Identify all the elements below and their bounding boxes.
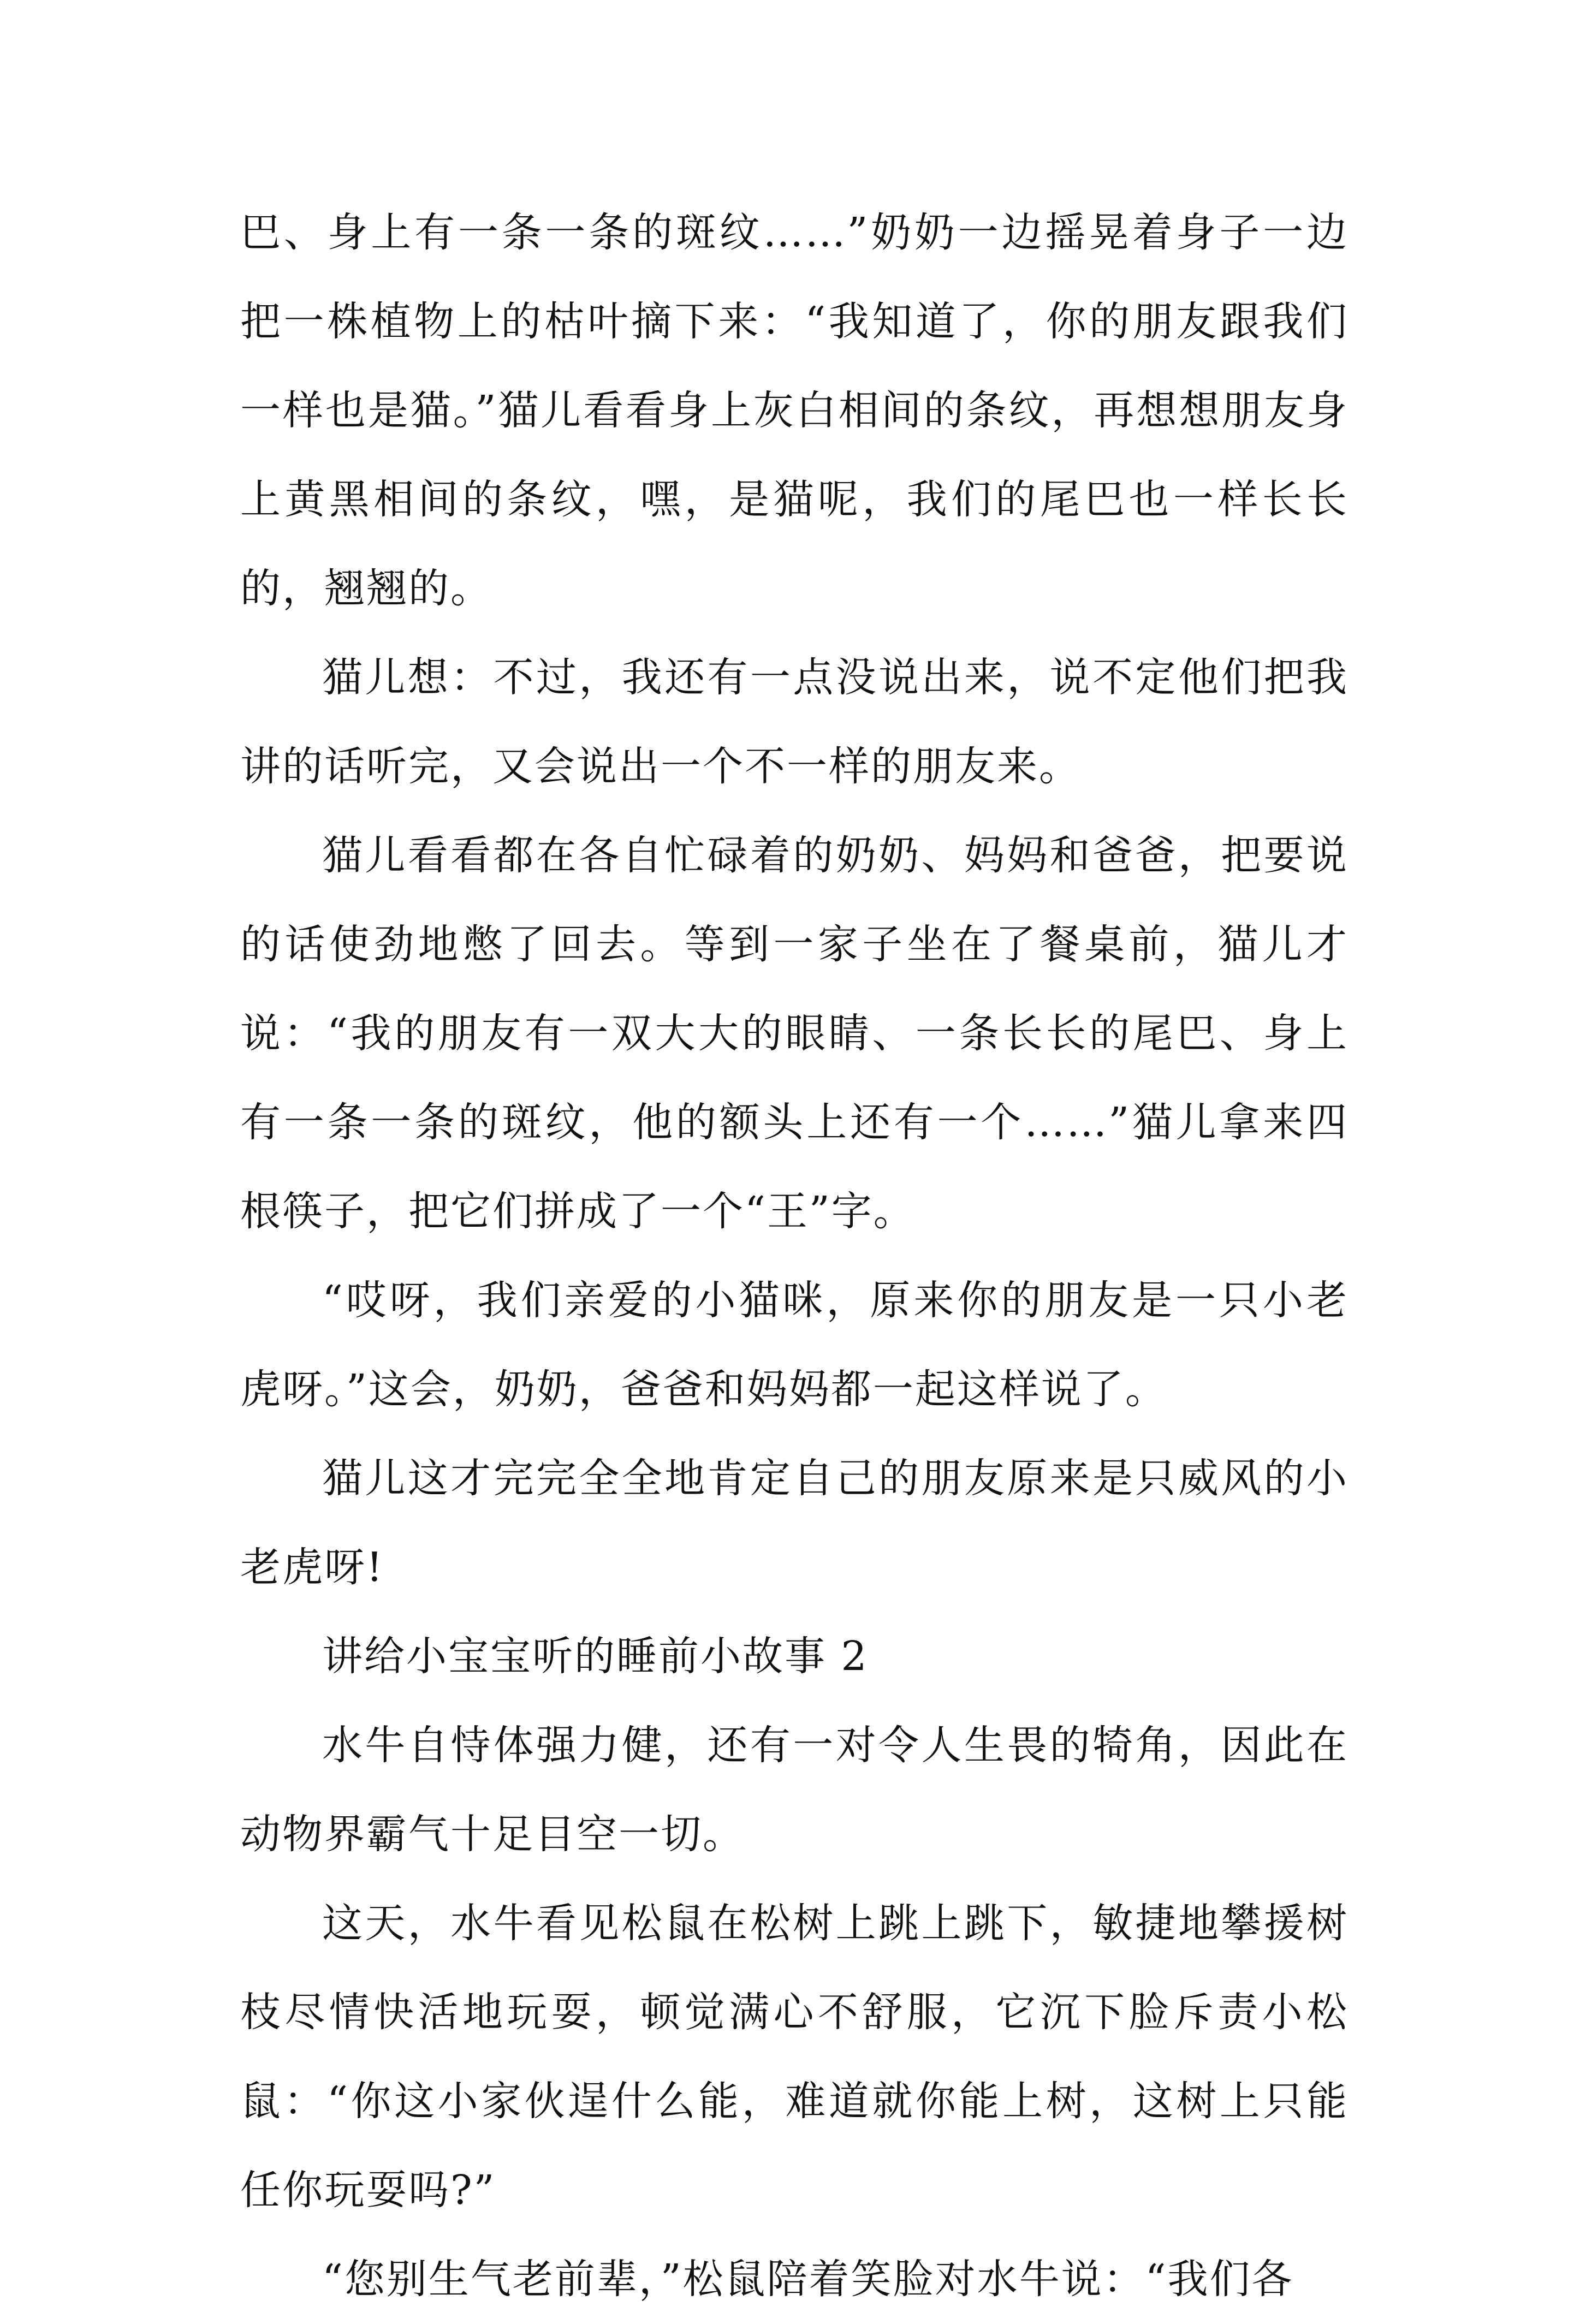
paragraph-7: 这天，水牛看见松鼠在松树上跳上跳下，敏捷地攀援树枝尽情快活地玩耍，顿觉满心不舒服，它沉下脸斥责小松鼠：“你这小家伙逞什么能，难道就你能上树，这树上只能任你玩耍吗?” — [240, 1900, 1349, 2214]
story-heading: 讲给小宝宝听的睡前小故事 2 — [322, 1633, 869, 1680]
paragraph-8: “您别生气老前辈，”松鼠陪着笑脸对水牛说：“我们各 — [322, 2256, 1294, 2303]
paragraph-4: “哎呀，我们亲爱的小猫咪，原来你的朋友是一只小老虎呀。”这会，奶奶，爸爸和妈妈都一起这样说了。 — [240, 1277, 1349, 1413]
document-body — [240, 188, 1349, 2324]
paragraph-3: 猫儿看看都在各自忙碌着的奶奶、妈妈和爸爸，把要说的话使劲地憋了回去。等到一家子坐在了餐桌前，猫儿才说：“我的朋友有一双大大的眼睛、一条长长的尾巴、身上有一条一条的斑纹，他的额头上还有一个……”猫儿拿来四根筷子，把它们拼成了一个“王”字。 — [240, 832, 1349, 1235]
paragraph-1: 巴、身上有一条一条的斑纹……”奶奶一边摇晃着身子一边把一株植物上的枯叶摘下来：“我知道了，你的朋友跟我们一样也是猫。”猫儿看看身上灰白相间的条纹，再想想朋友身上黄黑相间的条纹，嘿，是猫呢，我们的尾巴也一样长长的，翘翘的。 — [240, 209, 1349, 612]
paragraph-5: 猫儿这才完完全全地肯定自己的朋友原来是只威风的小老虎呀! — [240, 1455, 1349, 1591]
paragraph-2: 猫儿想：不过，我还有一点没说出来，说不定他们把我讲的话听完，又会说出一个不一样的朋友来。 — [240, 654, 1349, 790]
paragraph-6: 水牛自恃体强力健，还有一对令人生畏的犄角，因此在动物界霸气十足目空一切。 — [240, 1722, 1349, 1858]
